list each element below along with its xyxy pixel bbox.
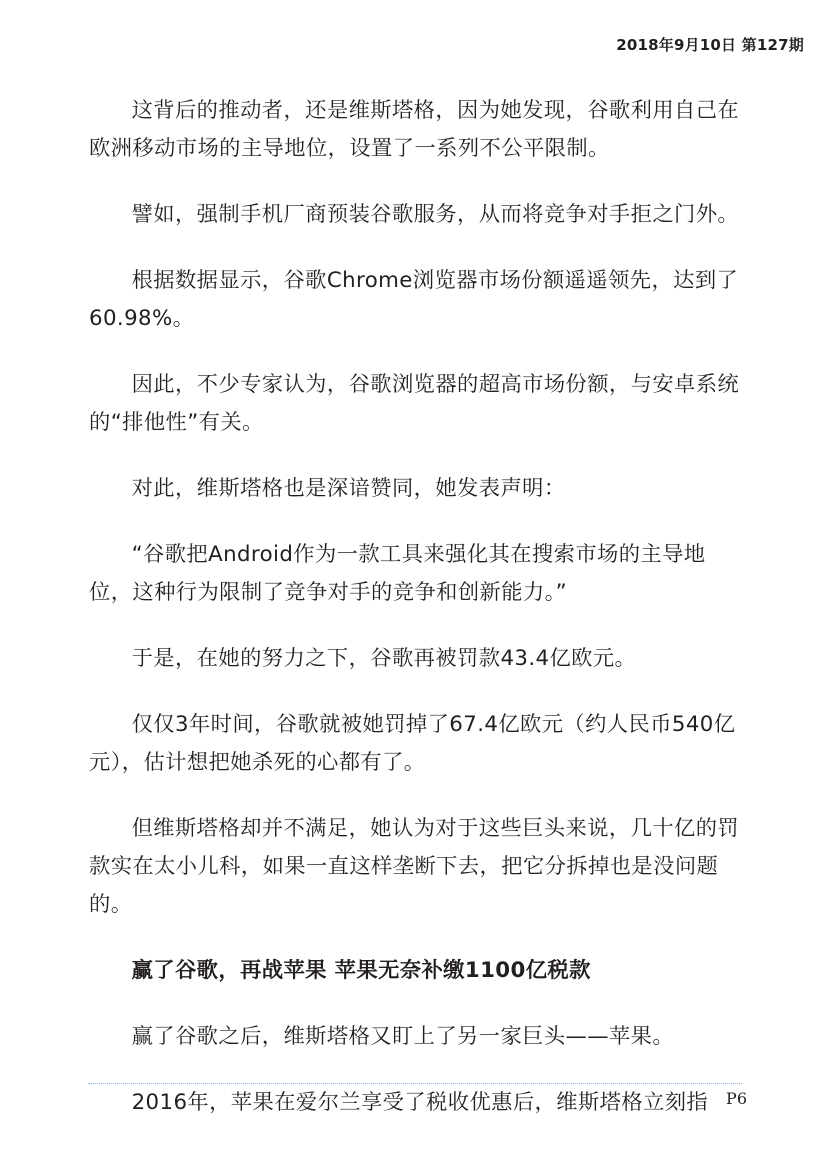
paragraph-7: 于是，在她的努力之下，谷歌再被罚款43.4亿欧元。 [131,646,637,671]
article-body [89,92,741,1150]
paragraph-5: 对此，维斯塔格也是深谙赞同，她发表声明： [131,476,566,501]
paragraph-2: 譬如，强制手机厂商预装谷歌服务，从而将竞争对手拒之门外。 [131,202,740,227]
page-number: P6 [726,1089,747,1108]
paragraph-10: 赢了谷歌之后，维斯塔格又盯上了另一家巨头——苹果。 [131,1024,675,1049]
issue-date-header: 2018年9月10日 第127期 [616,36,804,54]
paragraph-quote: “谷歌把Android作为一款工具来强化其在搜索市场的主导地位，这种行为限制了竞争对手的竞争和创新能力。” [89,542,706,605]
section-heading: 赢了谷歌，再战苹果 苹果无奈补缴1100亿税款 [131,958,591,983]
paragraph-11: 2016年，苹果在爱尔兰享受了税收优惠后，维斯塔格立刻指 [131,1090,709,1115]
paragraph-4: 因此，不少专家认为，谷歌浏览器的超高市场份额，与安卓系统的“排他性”有关。 [89,372,740,435]
footer-divider [88,1083,742,1084]
paragraph-1: 这背后的推动者，还是维斯塔格，因为她发现，谷歌利用自己在欧洲移动市场的主导地位，设置了一系列不公平限制。 [89,98,740,161]
paragraph-8: 仅仅3年时间，谷歌就被她罚掉了67.4亿欧元（约人民币540亿元），估计想把她杀死的心都有了。 [89,712,736,775]
paragraph-3: 根据数据显示，谷歌Chrome浏览器市场份额遥遥领先，达到了60.98%。 [89,268,739,331]
paragraph-9: 但维斯塔格却并不满足，她认为对于这些巨头来说，几十亿的罚款实在太小儿科，如果一直这样垄断下去，把它分拆掉也是没问题的。 [89,816,740,917]
